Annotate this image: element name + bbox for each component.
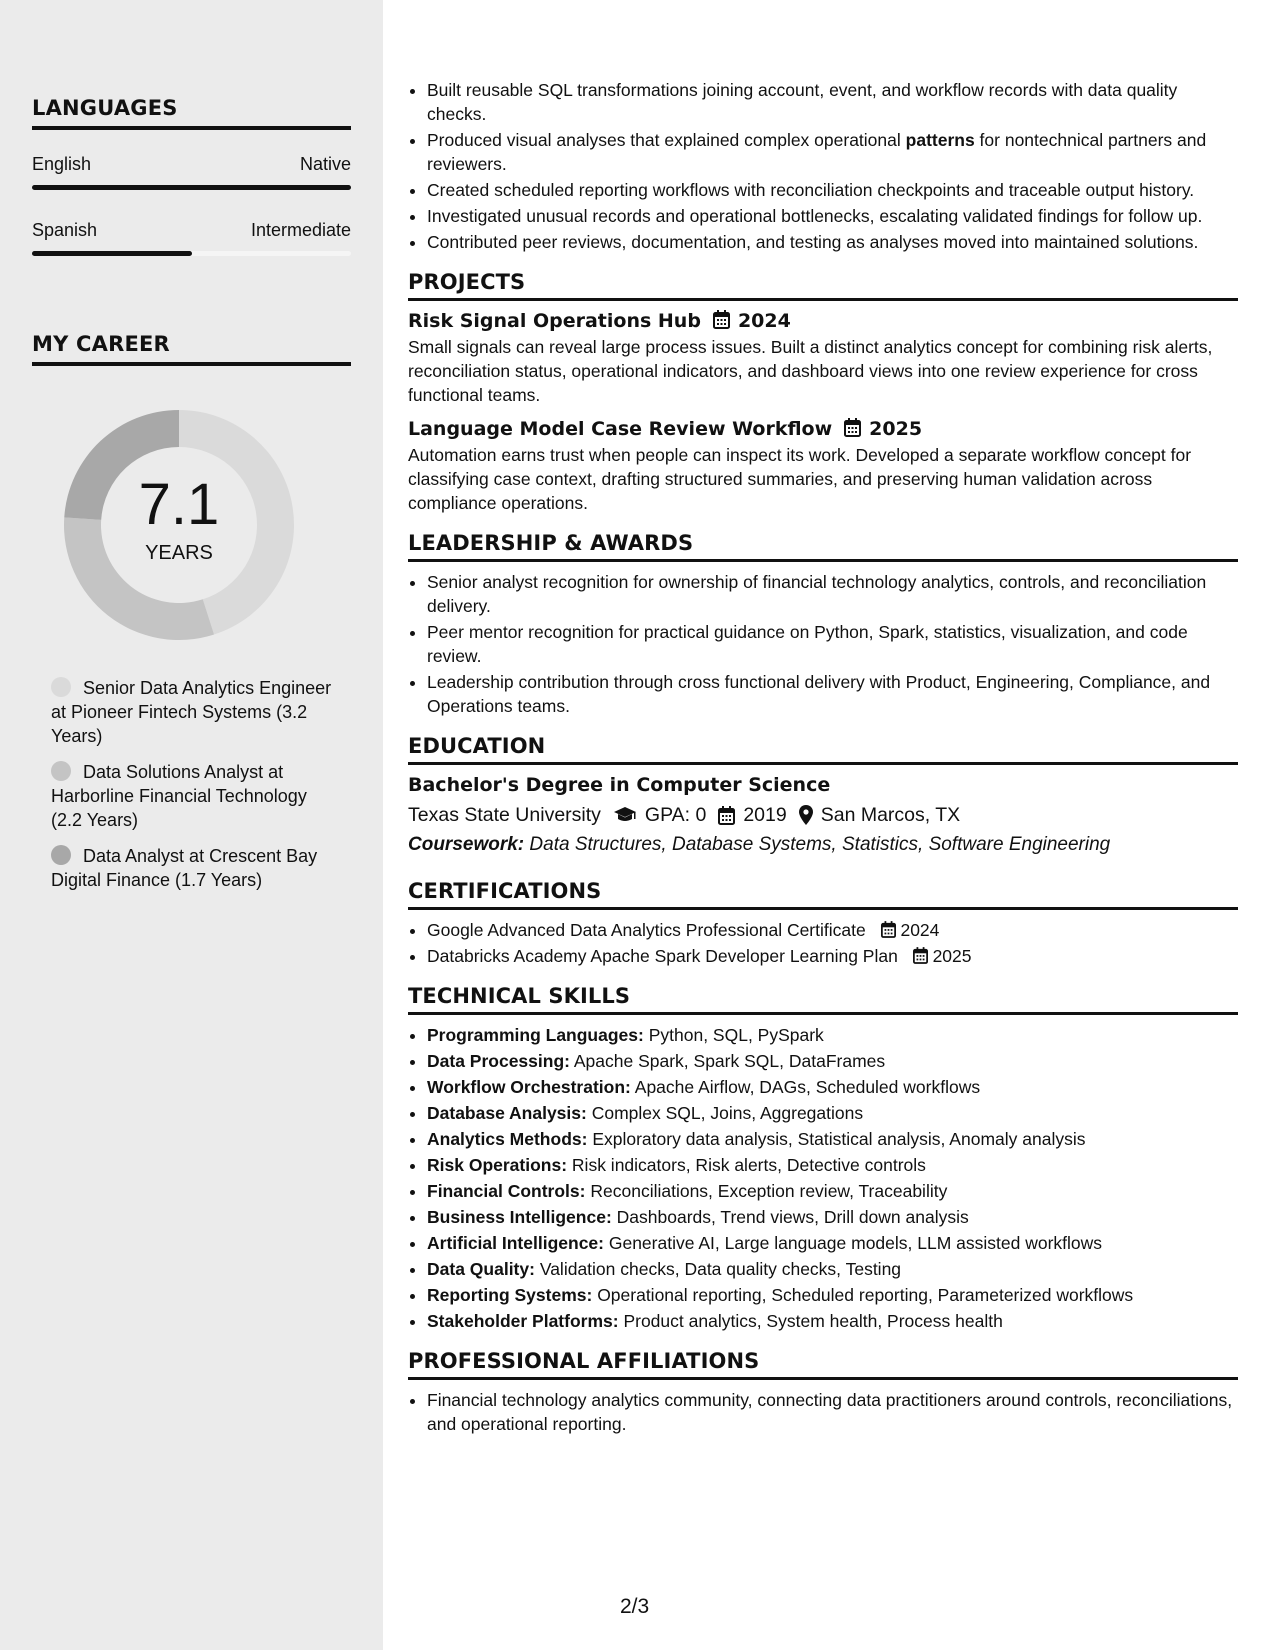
affiliations-list [408, 1388, 1238, 1436]
gpa: GPA: 0 [644, 804, 707, 826]
skill-item [427, 1101, 1238, 1125]
skill-value: Exploratory data analysis, Statistical analysis, Anomaly analysis [592, 1129, 1086, 1149]
experience-bullet: • Produced visual analyses that explained complex operational patterns for nontechnical partners and reviewers. [427, 128, 1238, 176]
skill-item [427, 1179, 1238, 1203]
skill-item [427, 1205, 1238, 1229]
experience-bullet: • Investigated unusual records and operational bottlenecks, escalating validated findings for follow up. [427, 204, 1238, 228]
skill-item [427, 1283, 1238, 1307]
affiliations-heading: PROFESSIONAL AFFILIATIONS [408, 1349, 1238, 1380]
skill-label: Analytics Methods: [427, 1129, 588, 1149]
career-item [51, 676, 336, 748]
coursework-label: Coursework: [408, 834, 525, 855]
graduation-year: 2019 [743, 804, 787, 826]
skill-label: Reporting Systems: [427, 1285, 593, 1305]
certifications-list [408, 918, 1238, 968]
total-years-label: YEARS [145, 542, 213, 564]
sidebar [0, 0, 383, 1650]
language-english [32, 154, 351, 190]
skill-label: Database Analysis: [427, 1103, 587, 1123]
career-text: Senior Data Analytics Engineer at Pioneer Fintech Systems (3.2 Years) [51, 678, 332, 746]
career-text: Data Solutions Analyst at Harborline Financial Technology (2.2 Years) [51, 762, 307, 830]
calendar-icon [913, 946, 933, 966]
skill-value: Dashboards, Trend views, Drill down analysis [616, 1207, 969, 1227]
page-number: 2/3 [620, 1595, 650, 1618]
skill-value: Product analytics, System health, Process health [623, 1311, 1003, 1331]
skill-item [427, 1257, 1238, 1281]
project-year: 2025 [869, 418, 923, 440]
leadership-heading: LEADERSHIP & AWARDS [408, 531, 1238, 562]
skill-item [427, 1231, 1238, 1255]
language-proficiency-fill [32, 251, 192, 256]
language-name: English [32, 154, 92, 174]
career-donut-chart [64, 410, 294, 640]
leadership-list [408, 570, 1238, 718]
certification-item [427, 944, 1238, 968]
skill-value: Apache Airflow, DAGs, Scheduled workflows [634, 1077, 981, 1097]
certification-name: Google Advanced Data Analytics Professional Certificate [427, 920, 866, 940]
skill-label: Workflow Orchestration: [427, 1077, 631, 1097]
skill-value: Validation checks, Data quality checks, Testing [539, 1259, 902, 1279]
experience-bullet: • Built reusable SQL transformations joining account, event, and workflow records with data quality checks. [427, 78, 1238, 126]
languages-heading: LANGUAGES [32, 96, 351, 130]
skill-item [427, 1153, 1238, 1177]
skill-label: Data Processing: [427, 1051, 570, 1071]
skill-value: Complex SQL, Joins, Aggregations [591, 1103, 864, 1123]
skill-value: Apache Spark, Spark SQL, DataFrames [573, 1051, 886, 1071]
career-list [32, 676, 351, 892]
project-year: 2024 [737, 310, 791, 332]
language-proficiency-bar [32, 185, 351, 190]
career-dot [51, 845, 71, 865]
project-description: Small signals can reveal large process issues. Built a distinct analytics concept for combining risk alerts, reconciliation status, operational indicators, and dashboard views into one review experience for cross functional teams. [408, 337, 1213, 405]
skill-item [427, 1309, 1238, 1333]
skill-value: Generative AI, Large language models, LLM assisted workflows [608, 1233, 1103, 1253]
degree-title: Bachelor's Degree in Computer Science [408, 774, 831, 796]
leadership-item: • Peer mentor recognition for practical guidance on Python, Spark, statistics, visualization, and code review. [427, 620, 1238, 668]
certification-year: 2025 [932, 946, 972, 966]
leadership-item: • Leadership contribution through cross functional delivery with Product, Engineering, Compliance, and Operations teams. [427, 670, 1238, 718]
skill-item [427, 1049, 1238, 1073]
calendar-icon [844, 417, 861, 441]
coursework [408, 833, 1238, 857]
main-content [408, 78, 1238, 1438]
school-name: Texas State University [408, 804, 601, 826]
certifications-heading: CERTIFICATIONS [408, 879, 1238, 910]
language-level: Native [299, 154, 351, 174]
skill-label: Financial Controls: [427, 1181, 586, 1201]
skills-list [408, 1023, 1238, 1333]
skill-value: Reconciliations, Exception review, Traceability [590, 1181, 948, 1201]
coursework-value: Data Structures, Database Systems, Statistics, Software Engineering [529, 834, 1111, 855]
project-title: Risk Signal Operations Hub [408, 310, 701, 332]
skill-label: Stakeholder Platforms: [427, 1311, 619, 1331]
calendar-icon [718, 806, 735, 825]
language-proficiency-fill [32, 185, 351, 190]
education-heading: EDUCATION [408, 734, 1238, 765]
certification-name: Databricks Academy Apache Spark Developer Learning Plan [427, 946, 898, 966]
career-item [51, 844, 336, 892]
language-level: Intermediate [250, 220, 351, 240]
leadership-item: • Senior analyst recognition for ownership of financial technology analytics, controls, and reconciliation delivery. [427, 570, 1238, 618]
language-proficiency-bar [32, 251, 351, 256]
skill-label: Data Quality: [427, 1259, 535, 1279]
skill-label: Risk Operations: [427, 1155, 568, 1175]
education-details [408, 803, 1238, 827]
skill-value: Operational reporting, Scheduled reporting, Parameterized workflows [597, 1285, 1134, 1305]
skill-item [427, 1127, 1238, 1151]
project-item [408, 417, 1238, 515]
skill-label: Artificial Intelligence: [427, 1233, 604, 1253]
experience-bullets [408, 78, 1238, 254]
career-item [51, 760, 336, 832]
total-years-value: 7.1 [138, 472, 220, 537]
skill-value: Python, SQL, PySpark [648, 1025, 824, 1045]
experience-bullet: • Created scheduled reporting workflows with reconciliation checkpoints and traceable output history. [427, 178, 1238, 202]
projects-heading: PROJECTS [408, 270, 1238, 301]
project-title: Language Model Case Review Workflow [408, 418, 833, 440]
skill-value: Risk indicators, Risk alerts, Detective controls [571, 1155, 926, 1175]
affiliation-item: • Financial technology analytics community, connecting data practitioners around controls, reconciliations, and operational reporting. [427, 1388, 1238, 1436]
certification-item [427, 918, 1238, 942]
career-heading: MY CAREER [32, 332, 351, 366]
skills-heading: TECHNICAL SKILLS [408, 984, 1238, 1015]
location-pin-icon [799, 805, 813, 825]
certification-year: 2024 [900, 920, 940, 940]
skill-label: Programming Languages: [427, 1025, 644, 1045]
experience-bullet: • Contributed peer reviews, documentation, and testing as analyses moved into maintained solutions. [427, 230, 1238, 254]
career-dot [51, 761, 71, 781]
skill-label: Business Intelligence: [427, 1207, 612, 1227]
skill-item [427, 1075, 1238, 1099]
calendar-icon [713, 309, 730, 333]
project-description: Automation earns trust when people can inspect its work. Developed a separate workflow concept for classifying case context, drafting structured summaries, and preserving human validation across compliance operations. [408, 445, 1192, 513]
career-text: Data Analyst at Crescent Bay Digital Finance (1.7 Years) [51, 846, 318, 890]
language-spanish [32, 220, 351, 256]
calendar-icon [881, 920, 901, 940]
skill-item [427, 1023, 1238, 1047]
graduation-cap-icon [613, 806, 637, 824]
language-name: Spanish [32, 220, 98, 240]
location: San Marcos, TX [820, 804, 961, 826]
career-dot [51, 677, 71, 697]
project-item [408, 309, 1238, 407]
